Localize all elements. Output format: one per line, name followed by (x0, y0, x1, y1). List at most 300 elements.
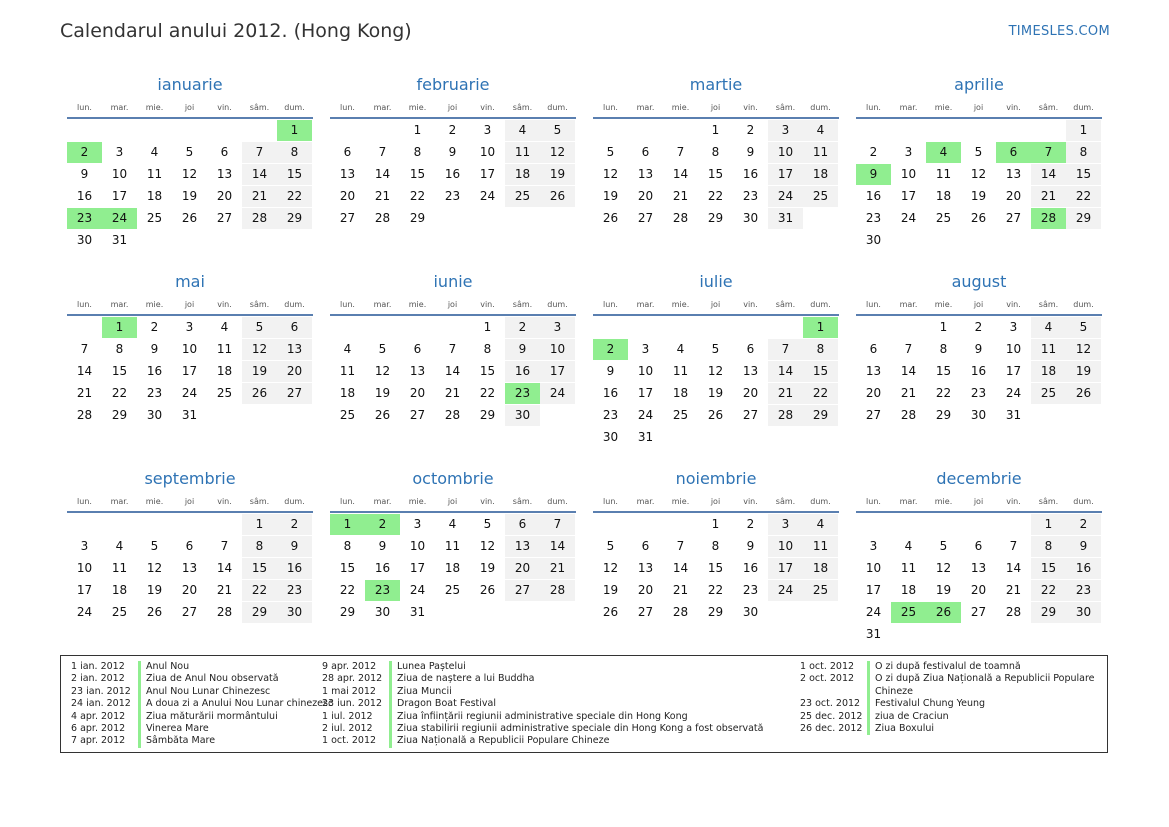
day-cell: 5 (606, 539, 615, 553)
day-cell: 25 (803, 186, 838, 207)
day-cell: 2 (974, 320, 983, 334)
day-cell: 18 (216, 364, 233, 378)
day-cell: 18 (935, 189, 952, 203)
day-cell: 26 (707, 408, 724, 422)
month-divider (856, 511, 1102, 513)
holiday-day-cell: 28 (1031, 208, 1066, 229)
holiday-name: Ziua măturării mormântului (138, 711, 278, 723)
holiday-date: 23 oct. 2012 (800, 698, 861, 710)
day-cell: 28 (76, 408, 93, 422)
day-cell: 11 (803, 142, 838, 163)
month-octombrie (330, 468, 576, 624)
day-cell: 14 (1005, 561, 1022, 575)
holiday-date: 26 dec. 2012 (800, 723, 863, 735)
weekday-label: sâm. (775, 497, 796, 506)
weekday-label: mar. (373, 103, 392, 112)
month-name: iunie (433, 272, 473, 291)
holiday-day-cell: 4 (926, 142, 961, 163)
day-cell: 25 (672, 408, 689, 422)
day-cell: 15 (277, 164, 312, 185)
day-cell: 6 (343, 145, 352, 159)
month-divider (67, 314, 313, 316)
holiday-day-cell: 1 (803, 317, 838, 338)
day-cell: 22 (803, 383, 838, 404)
day-cell: 1 (711, 517, 720, 531)
month-name: noiembrie (675, 469, 757, 488)
day-cell: 24 (865, 605, 882, 619)
day-cell: 22 (409, 189, 426, 203)
day-cell: 28 (1005, 605, 1022, 619)
month-name: octombrie (412, 469, 494, 488)
empty-cell (172, 120, 207, 141)
day-cell: 2 (505, 317, 540, 338)
day-cell: 16 (444, 167, 461, 181)
holiday-day-cell: 2 (67, 142, 102, 163)
weekday-label: lun. (603, 300, 618, 309)
day-cell: 15 (1031, 558, 1066, 579)
day-cell: 23 (742, 583, 759, 597)
day-cell: 11 (339, 364, 356, 378)
day-cell: 3 (413, 517, 422, 531)
weekday-label: joi (973, 300, 984, 309)
day-cell: 21 (672, 189, 689, 203)
day-cell: 5 (185, 145, 194, 159)
holiday-name: Anul Nou (138, 661, 189, 673)
holiday-name: Lunea Paștelui (389, 661, 466, 673)
day-cell: 4 (448, 517, 457, 531)
holiday-day-cell: 23 (67, 208, 102, 229)
day-grid (330, 514, 576, 624)
day-cell: 31 (409, 605, 426, 619)
day-cell: 7 (220, 539, 229, 553)
day-cell: 17 (76, 583, 93, 597)
day-grid (856, 120, 1102, 252)
weekday-label: sâm. (249, 300, 270, 309)
day-cell: 8 (277, 142, 312, 163)
day-cell: 15 (242, 558, 277, 579)
day-cell: 1 (939, 320, 948, 334)
day-cell: 2 (150, 320, 159, 334)
day-cell: 7 (448, 342, 457, 356)
day-cell: 11 (216, 342, 233, 356)
day-cell: 20 (742, 386, 759, 400)
day-cell: 24 (181, 386, 198, 400)
day-cell: 1 (711, 123, 720, 137)
day-cell: 9 (378, 539, 387, 553)
empty-cell (891, 120, 926, 141)
day-cell: 7 (676, 145, 685, 159)
weekday-header (67, 297, 313, 313)
day-cell: 5 (378, 342, 387, 356)
holiday-day-cell: 1 (277, 120, 312, 141)
day-cell: 1 (1066, 120, 1101, 141)
weekday-label: sâm. (512, 497, 533, 506)
day-cell: 16 (374, 561, 391, 575)
day-cell: 3 (483, 123, 492, 137)
holiday-day-cell: 9 (856, 164, 891, 185)
day-cell: 26 (146, 605, 163, 619)
legend-entry (322, 698, 763, 710)
month-name: martie (689, 75, 743, 94)
day-cell: 23 (865, 211, 882, 225)
day-cell: 14 (76, 364, 93, 378)
day-cell: 16 (146, 364, 163, 378)
weekday-label: vin. (743, 103, 758, 112)
empty-cell (365, 317, 400, 338)
holiday-name: Ziua înființării regiunii administrative speciale din Hong Kong (389, 711, 688, 723)
day-cell: 9 (277, 536, 312, 557)
day-cell: 14 (242, 164, 277, 185)
month-iulie (593, 271, 839, 449)
day-cell: 10 (768, 142, 803, 163)
day-cell: 6 (185, 539, 194, 553)
day-cell: 16 (865, 189, 882, 203)
day-cell: 29 (935, 408, 952, 422)
day-cell: 3 (768, 514, 803, 535)
weekday-label: vin. (217, 497, 232, 506)
day-cell: 2 (746, 517, 755, 531)
day-cell: 10 (540, 339, 575, 360)
empty-cell (137, 120, 172, 141)
day-cell: 23 (1066, 580, 1101, 601)
day-cell: 22 (111, 386, 128, 400)
day-cell: 2 (746, 123, 755, 137)
day-cell: 25 (505, 186, 540, 207)
holiday-date: 23 iun. 2012 (322, 698, 383, 710)
weekday-label: vin. (1006, 300, 1021, 309)
weekday-label: joi (973, 497, 984, 506)
day-cell: 9 (746, 539, 755, 553)
day-cell: 6 (869, 342, 878, 356)
day-cell: 10 (409, 539, 426, 553)
day-cell: 6 (641, 539, 650, 553)
empty-cell (67, 514, 102, 535)
day-cell: 4 (803, 514, 838, 535)
day-grid (67, 514, 313, 624)
day-cell: 20 (409, 386, 426, 400)
weekday-label: mar. (636, 300, 655, 309)
day-cell: 12 (146, 561, 163, 575)
day-grid (330, 317, 576, 427)
day-cell: 15 (111, 364, 128, 378)
day-cell: 10 (900, 167, 917, 181)
day-cell: 28 (768, 405, 803, 426)
day-cell: 30 (602, 430, 619, 444)
empty-cell (996, 120, 1031, 141)
empty-cell (435, 317, 470, 338)
empty-cell (663, 514, 698, 535)
weekday-label: dum. (810, 300, 831, 309)
day-cell: 8 (803, 339, 838, 360)
empty-cell (698, 317, 733, 338)
day-cell: 3 (115, 145, 124, 159)
day-cell: 24 (900, 211, 917, 225)
legend-entry (71, 723, 333, 735)
day-cell: 9 (746, 145, 755, 159)
legend-entry (71, 673, 333, 685)
day-cell: 29 (803, 405, 838, 426)
month-noiembrie (593, 468, 839, 624)
month-mai (67, 271, 313, 427)
holiday-day-cell: 2 (593, 339, 628, 360)
day-cell: 7 (1009, 539, 1018, 553)
empty-cell (663, 120, 698, 141)
day-cell: 21 (1031, 186, 1066, 207)
day-cell: 29 (479, 408, 496, 422)
holiday-name: Ziua Muncii (389, 686, 452, 698)
day-cell: 1 (242, 514, 277, 535)
day-cell: 15 (339, 561, 356, 575)
legend-entry (71, 698, 333, 710)
day-cell: 5 (483, 517, 492, 531)
day-cell: 5 (1066, 317, 1101, 338)
month-name: iulie (699, 272, 733, 291)
empty-cell (207, 514, 242, 535)
day-cell: 21 (374, 189, 391, 203)
day-cell: 19 (374, 386, 391, 400)
holiday-date: 1 mai 2012 (322, 685, 376, 697)
day-cell: 15 (803, 361, 838, 382)
day-cell: 20 (277, 361, 312, 382)
weekday-label: mar. (110, 300, 129, 309)
day-cell: 14 (900, 364, 917, 378)
day-cell: 21 (900, 386, 917, 400)
day-cell: 30 (374, 605, 391, 619)
day-cell: 5 (606, 145, 615, 159)
day-cell: 27 (865, 408, 882, 422)
legend-entry (800, 698, 1095, 710)
day-cell: 24 (76, 605, 93, 619)
weekday-label: joi (710, 103, 721, 112)
holiday-date: 28 apr. 2012 (322, 673, 383, 685)
day-cell: 28 (242, 208, 277, 229)
day-cell: 7 (378, 145, 387, 159)
day-cell: 6 (277, 317, 312, 338)
day-cell: 18 (803, 164, 838, 185)
day-cell: 15 (707, 561, 724, 575)
day-cell: 8 (939, 342, 948, 356)
day-cell: 29 (1066, 208, 1101, 229)
day-cell: 15 (935, 364, 952, 378)
day-cell: 22 (242, 580, 277, 601)
day-cell: 31 (1005, 408, 1022, 422)
day-cell: 27 (637, 605, 654, 619)
day-cell: 18 (505, 164, 540, 185)
day-cell: 20 (505, 558, 540, 579)
day-cell: 6 (974, 539, 983, 553)
day-cell: 12 (1066, 339, 1101, 360)
day-cell: 17 (900, 189, 917, 203)
day-cell: 20 (637, 189, 654, 203)
weekday-label: sâm. (1038, 300, 1059, 309)
day-cell: 25 (935, 211, 952, 225)
day-cell: 15 (479, 364, 496, 378)
day-cell: 22 (1031, 580, 1066, 601)
weekday-label: mie. (145, 103, 164, 112)
day-cell: 3 (641, 342, 650, 356)
month-ianuarie (67, 74, 313, 252)
day-cell: 19 (479, 561, 496, 575)
day-cell: 12 (935, 561, 952, 575)
day-cell: 28 (672, 211, 689, 225)
weekday-label: lun. (77, 300, 92, 309)
holiday-name: Ziua stabilirii regiunii administrative speciale din Hong Kong a fost observată (389, 723, 763, 735)
weekday-label: sâm. (249, 103, 270, 112)
day-cell: 8 (1031, 536, 1066, 557)
day-cell: 14 (672, 167, 689, 181)
legend-entry (322, 735, 763, 747)
day-cell: 2 (448, 123, 457, 137)
weekday-label: mie. (671, 103, 690, 112)
weekday-label: sâm. (1038, 103, 1059, 112)
day-cell: 9 (505, 339, 540, 360)
day-cell: 26 (242, 383, 277, 404)
day-cell: 30 (742, 605, 759, 619)
day-cell: 31 (111, 233, 128, 247)
day-cell: 24 (768, 186, 803, 207)
weekday-header (330, 100, 576, 116)
day-cell: 18 (339, 386, 356, 400)
holiday-name: Ziua de Anul Nou observată (138, 673, 279, 685)
empty-cell (1031, 120, 1066, 141)
holiday-name: Ziua Boxului (867, 723, 1095, 735)
day-cell: 25 (803, 580, 838, 601)
day-cell: 30 (1066, 602, 1101, 623)
weekday-label: mar. (899, 497, 918, 506)
day-cell: 2 (277, 514, 312, 535)
day-cell: 12 (479, 539, 496, 553)
day-cell: 8 (343, 539, 352, 553)
day-cell: 3 (80, 539, 89, 553)
day-cell: 7 (676, 539, 685, 553)
day-cell: 9 (606, 364, 615, 378)
holiday-date: 1 oct. 2012 (322, 735, 377, 747)
day-cell: 18 (1031, 361, 1066, 382)
holiday-date: 4 apr. 2012 (71, 710, 126, 722)
day-cell: 13 (865, 364, 882, 378)
empty-cell (891, 317, 926, 338)
day-cell: 4 (115, 539, 124, 553)
day-cell: 24 (479, 189, 496, 203)
holiday-name: Ziua de naștere a lui Buddha (389, 673, 534, 685)
day-cell: 27 (505, 580, 540, 601)
holiday-date: 1 iul. 2012 (322, 710, 373, 722)
day-cell: 29 (339, 605, 356, 619)
empty-cell (593, 514, 628, 535)
weekday-label: mar. (899, 103, 918, 112)
day-cell: 8 (711, 539, 720, 553)
holiday-day-cell: 7 (1031, 142, 1066, 163)
weekday-label: sâm. (775, 300, 796, 309)
month-divider (330, 511, 576, 513)
month-divider (593, 117, 839, 119)
day-cell: 20 (865, 386, 882, 400)
day-cell: 9 (1066, 536, 1101, 557)
day-cell: 12 (540, 142, 575, 163)
holiday-name: A doua zi a Anului Nou Lunar chinezesc (138, 698, 333, 710)
day-cell: 17 (865, 583, 882, 597)
empty-cell (856, 317, 891, 338)
weekday-label: joi (710, 300, 721, 309)
empty-cell (891, 514, 926, 535)
day-cell: 14 (768, 361, 803, 382)
day-cell: 3 (185, 320, 194, 334)
day-cell: 12 (707, 364, 724, 378)
day-cell: 12 (242, 339, 277, 360)
day-cell: 19 (602, 583, 619, 597)
month-februarie (330, 74, 576, 230)
day-cell: 4 (676, 342, 685, 356)
day-cell: 12 (181, 167, 198, 181)
day-cell: 7 (242, 142, 277, 163)
day-grid (593, 120, 839, 230)
day-cell: 27 (637, 211, 654, 225)
day-cell: 3 (1009, 320, 1018, 334)
weekday-label: lun. (340, 497, 355, 506)
day-cell: 23 (602, 408, 619, 422)
month-divider (67, 511, 313, 513)
legend-entry (322, 711, 763, 723)
weekday-label: lun. (866, 103, 881, 112)
day-cell: 16 (742, 561, 759, 575)
brand-link[interactable]: TIMESLES.COM (1008, 24, 1110, 39)
empty-cell (926, 120, 961, 141)
empty-cell (102, 514, 137, 535)
holiday-date: 9 apr. 2012 (322, 661, 377, 672)
month-divider (593, 511, 839, 513)
day-cell: 8 (1066, 142, 1101, 163)
weekday-label: sâm. (775, 103, 796, 112)
holiday-date: 2 iul. 2012 (322, 723, 373, 735)
day-cell: 30 (742, 211, 759, 225)
holiday-day-cell: 1 (330, 514, 365, 535)
day-cell: 20 (1005, 189, 1022, 203)
day-cell: 27 (181, 605, 198, 619)
day-cell: 10 (76, 561, 93, 575)
day-cell: 10 (111, 167, 128, 181)
day-cell: 1 (413, 123, 422, 137)
weekday-label: lun. (340, 300, 355, 309)
empty-cell (856, 120, 891, 141)
weekday-label: sâm. (512, 103, 533, 112)
day-cell: 12 (602, 167, 619, 181)
day-cell: 6 (746, 342, 755, 356)
weekday-header (67, 100, 313, 116)
day-cell: 13 (181, 561, 198, 575)
holiday-day-cell: 24 (102, 208, 137, 229)
day-cell: 5 (242, 317, 277, 338)
day-cell: 26 (1066, 383, 1101, 404)
day-cell: 6 (641, 145, 650, 159)
day-cell: 13 (637, 167, 654, 181)
day-cell: 1 (1031, 514, 1066, 535)
day-cell: 2 (1066, 514, 1101, 535)
weekday-label: lun. (603, 497, 618, 506)
weekday-label: dum. (1073, 300, 1094, 309)
holiday-date: 24 ian. 2012 (71, 698, 131, 710)
day-cell: 17 (637, 386, 654, 400)
empty-cell (996, 514, 1031, 535)
day-cell: 30 (146, 408, 163, 422)
day-cell: 11 (672, 364, 689, 378)
holiday-day-cell: 1 (102, 317, 137, 338)
day-cell: 5 (150, 539, 159, 553)
month-septembrie (67, 468, 313, 624)
day-cell: 27 (277, 383, 312, 404)
day-cell: 10 (637, 364, 654, 378)
day-cell: 30 (76, 233, 93, 247)
month-divider (67, 117, 313, 119)
